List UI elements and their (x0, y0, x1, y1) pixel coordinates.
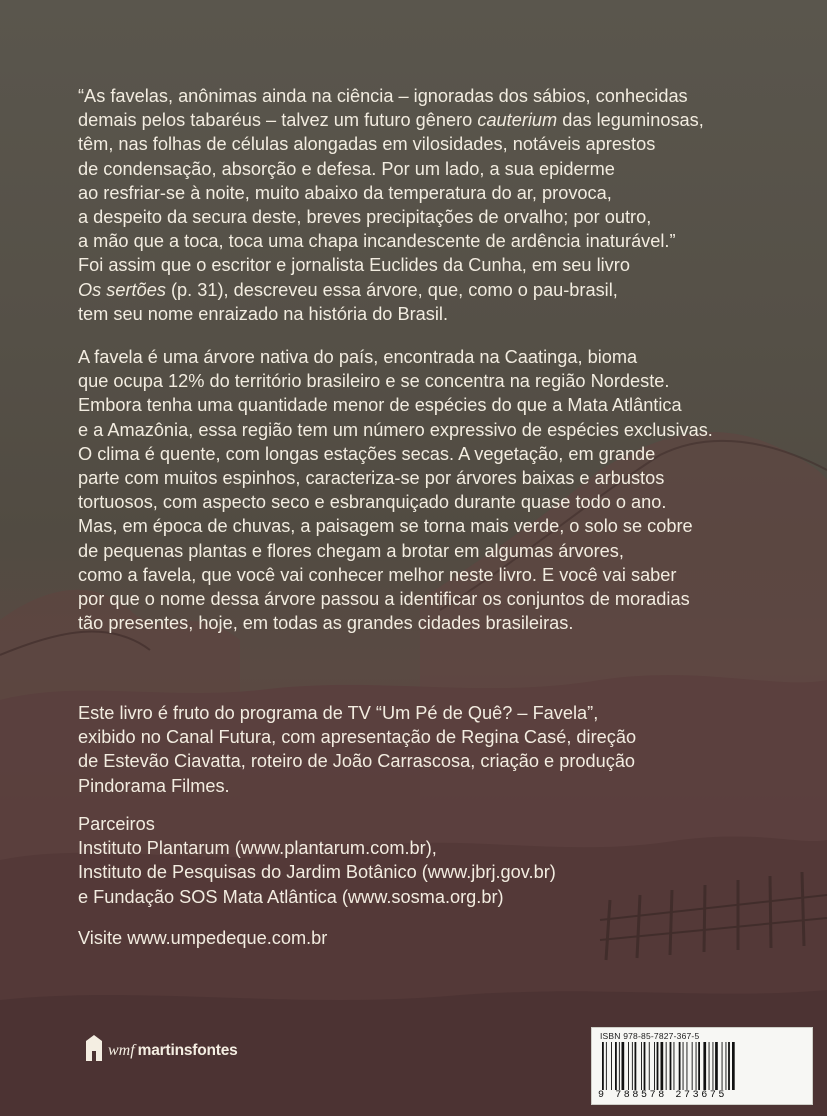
partners-heading: Parceiros (78, 814, 155, 834)
description-line: que ocupa 12% do território brasileiro e se concentra na região Nordeste. (78, 371, 670, 392)
description-line: A favela é uma árvore nativa do país, encontrada na Caatinga, bioma (78, 347, 638, 367)
barcode-bar (661, 1042, 664, 1090)
description-line: por que o nome dessa árvore passou a identificar os conjuntos de moradias (78, 589, 690, 610)
credits-line: exibido no Canal Futura, com apresentação de Regina Casé, direção (78, 727, 637, 748)
quote-line: tem seu nome enraizado na história do Brasil. (78, 303, 449, 324)
barcode-bar (687, 1042, 688, 1090)
quote-line: Os sertões (p. 31), descreveu essa árvore, que, como o pau-brasil, (78, 279, 618, 300)
barcode-bar (654, 1042, 655, 1090)
barcode-bar (628, 1042, 629, 1090)
barcode-graphic (600, 1042, 804, 1090)
credits-paragraph (78, 701, 778, 798)
barcode-bar (644, 1042, 646, 1090)
barcode-bar (632, 1042, 633, 1090)
description-line: parte com muitos espinhos, caracteriza-se por árvores baixas e arbustos (78, 468, 665, 489)
barcode-bar (726, 1042, 727, 1090)
description-line: de pequenas plantas e flores chegam a brotar em algumas árvores, (78, 540, 624, 561)
barcode-bar (696, 1042, 697, 1090)
barcode-bar (615, 1042, 617, 1090)
description-line: tortuosos, com aspecto seco e esbranquiçado durante quase todo o ano. (78, 492, 667, 513)
barcode-bar (622, 1042, 625, 1090)
quote-line: a mão que a toca, toca uma chapa incandescente de ardência inaturável.” (78, 231, 676, 252)
barcode-bar (666, 1042, 667, 1090)
barcode-bar (619, 1042, 620, 1090)
barcode-bar (713, 1042, 714, 1090)
quote-line: de condensação, absorção e defesa. Por um lado, a sua epiderme (78, 158, 615, 179)
partner-item: Instituto Plantarum (www.plantarum.com.br), (78, 838, 437, 859)
barcode-bar (679, 1042, 681, 1090)
credits-line: Pindorama Filmes. (78, 775, 230, 796)
publisher-prefix: wmf (108, 1042, 135, 1059)
barcode-bar (683, 1042, 684, 1090)
barcode-bar (602, 1042, 604, 1090)
credits-line: de Estevão Ciavatta, roteiro de João Carrascosa, criação e produção (78, 751, 636, 772)
partner-item: e Fundação SOS Mata Atlântica (www.sosma.org.br) (78, 886, 504, 907)
description-paragraph (78, 345, 778, 635)
quote-line: Foi assim que o escritor e jornalista Euclides da Cunha, em seu livro (78, 255, 630, 276)
description-line: e a Amazônia, essa região tem um número expressivo de espécies exclusivas. (78, 419, 713, 440)
barcode-bar (692, 1042, 693, 1090)
quote-line: têm, nas folhas de células alongadas em vilosidades, notáveis aprestos (78, 134, 656, 155)
quote-line: demais pelos tabaréus – talvez um futuro gênero cauterium das leguminosas, (78, 110, 704, 131)
quote-line: a despeito da secura deste, breves precipitações de orvalho; por outro, (78, 207, 652, 228)
partners-list (78, 812, 778, 909)
barcode-bar (674, 1042, 675, 1090)
description-line: tão presentes, hoje, em todas as grandes cidades brasileiras. (78, 613, 574, 634)
website-text: Visite www.umpedeque.com.br (78, 928, 328, 948)
building-icon (86, 1035, 102, 1061)
website-line (78, 926, 778, 950)
description-line: O clima é quente, com longas estações secas. A vegetação, em grande (78, 443, 656, 464)
barcode-bar (732, 1042, 735, 1090)
barcode-bar (611, 1042, 612, 1090)
partner-item: Instituto de Pesquisas do Jardim Botânico (www.jbrj.gov.br) (78, 862, 556, 883)
barcode-bar (670, 1042, 672, 1090)
barcode-bar (606, 1042, 607, 1090)
barcode-bar (722, 1042, 723, 1090)
barcode-bar (709, 1042, 710, 1090)
quote-line: “As favelas, anônimas ainda na ciência – ignoradas dos sábios, conhecidas (78, 86, 688, 106)
description-line: Embora tenha uma quantidade menor de espécies do que a Mata Atlântica (78, 395, 682, 416)
isbn-label: ISBN 978-85-7827-367-5 (600, 1031, 700, 1041)
publisher-logo (86, 1033, 238, 1061)
quote-line: ao resfriar-se à noite, muito abaixo da temperatura do ar, provoca, (78, 182, 612, 203)
description-line: como a favela, que você vai conhecer melhor neste livro. E você vai saber (78, 564, 677, 585)
quote-paragraph (78, 84, 778, 326)
barcode-digits: 9 788578 273675 (598, 1090, 728, 1101)
description-line: Mas, em época de chuvas, a paisagem se torna mais verde, o solo se cobre (78, 516, 693, 537)
barcode-bar (728, 1042, 730, 1090)
barcode-bar (698, 1042, 700, 1090)
barcode-bar (635, 1042, 637, 1090)
barcode-bar (715, 1042, 718, 1090)
credits-line: Este livro é fruto do programa de TV “Um Pé de Quê? – Favela”, (78, 703, 599, 723)
barcode-bar (641, 1042, 642, 1090)
publisher-name: martinsfontes (137, 1042, 238, 1059)
barcode-bar (703, 1042, 706, 1090)
barcode-bar (649, 1042, 650, 1090)
isbn-barcode-box (591, 1027, 813, 1105)
barcode-bar (657, 1042, 659, 1090)
